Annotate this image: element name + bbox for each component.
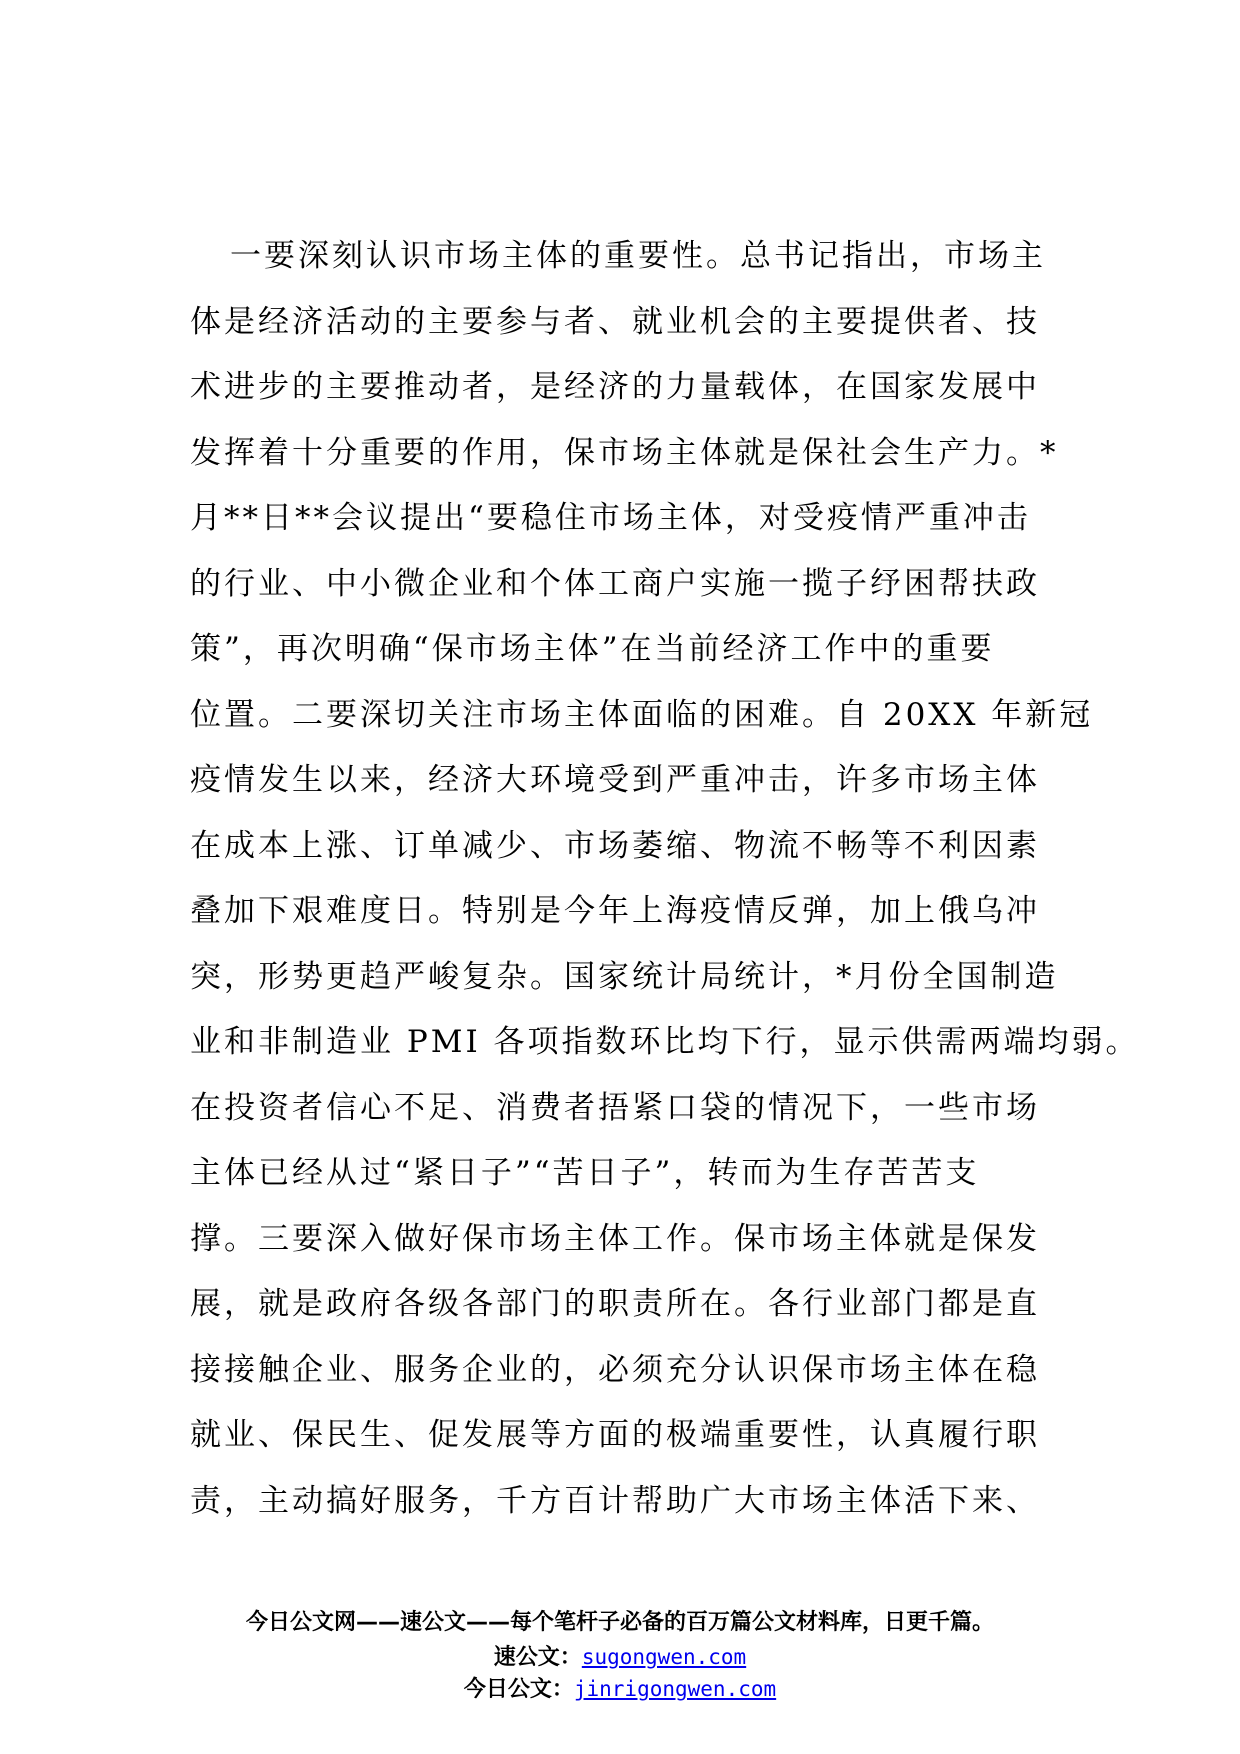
footer-site-row-jinrigongwen (0, 1673, 1240, 1705)
body-line: 位置。二要深切关注市场主体面临的困难。自 20XX 年新冠 (190, 696, 1094, 733)
body-line: 体是经济活动的主要参与者、就业机会的主要提供者、技 (190, 303, 1040, 340)
body-line: 发挥着十分重要的作用，保市场主体就是保社会生产力。* (190, 434, 1059, 471)
body-line: 术进步的主要推动者，是经济的力量载体，在国家发展中 (190, 369, 1040, 405)
body-line: 就业、保民生、促发展等方面的极端重要性，认真履行职 (190, 1417, 1040, 1453)
body-line: 疫情发生以来，经济大环境受到严重冲击，许多市场主体 (190, 762, 1040, 798)
body-text (190, 224, 1140, 1534)
body-line: 业和非制造业 PMI 各项指数环比均下行，显示供需两端均弱。 (190, 1024, 1140, 1060)
body-line: 撑。三要深入做好保市场主体工作。保市场主体就是保发 (190, 1220, 1040, 1257)
body-line: 责，主动搞好服务，千方百计帮助广大市场主体活下来、 (190, 1482, 1040, 1519)
footer-site-label: 今日公文： (463, 1677, 574, 1702)
body-line: 接接触企业、服务企业的，必须充分认识保市场主体在稳 (190, 1351, 1040, 1388)
page-footer (0, 1605, 1240, 1705)
body-line: 策”，再次明确“保市场主体”在当前经济工作中的重要 (190, 631, 995, 667)
body-line: 一要深刻认识市场主体的重要性。总书记指出，市场主 (230, 238, 1046, 274)
body-line: 主体已经从过“紧日子”“苦日子”，转而为生存苦苦支 (190, 1155, 980, 1191)
body-line: 月**日**会议提出“要稳住市场主体，对受疫情严重冲击 (190, 500, 1031, 536)
sugongwen-link[interactable]: sugongwen.com (581, 1645, 747, 1669)
jinrigongwen-link[interactable]: jinrigongwen.com (573, 1677, 777, 1701)
footer-site-label: 速公文： (493, 1645, 582, 1670)
footer-site-row-sugongwen (0, 1641, 1240, 1673)
body-line: 叠加下艰难度日。特别是今年上海疫情反弹，加上俄乌冲 (190, 893, 1040, 929)
body-line: 在成本上涨、订单减少、市场萎缩、物流不畅等不利因素 (190, 827, 1040, 864)
body-line: 展，就是政府各级各部门的职责所在。各行业部门都是直 (190, 1286, 1040, 1322)
body-line: 在投资者信心不足、消费者捂紧口袋的情况下，一些市场 (190, 1089, 1040, 1126)
body-line: 突，形势更趋严峻复杂。国家统计局统计，*月份全国制造 (190, 958, 1059, 995)
footer-slogan: 今日公文网——速公文——每个笔杆子必备的百万篇公文材料库，日更千篇。 (245, 1610, 994, 1635)
body-line: 的行业、中小微企业和个体工商户实施一揽子纾困帮扶政 (190, 565, 1040, 602)
